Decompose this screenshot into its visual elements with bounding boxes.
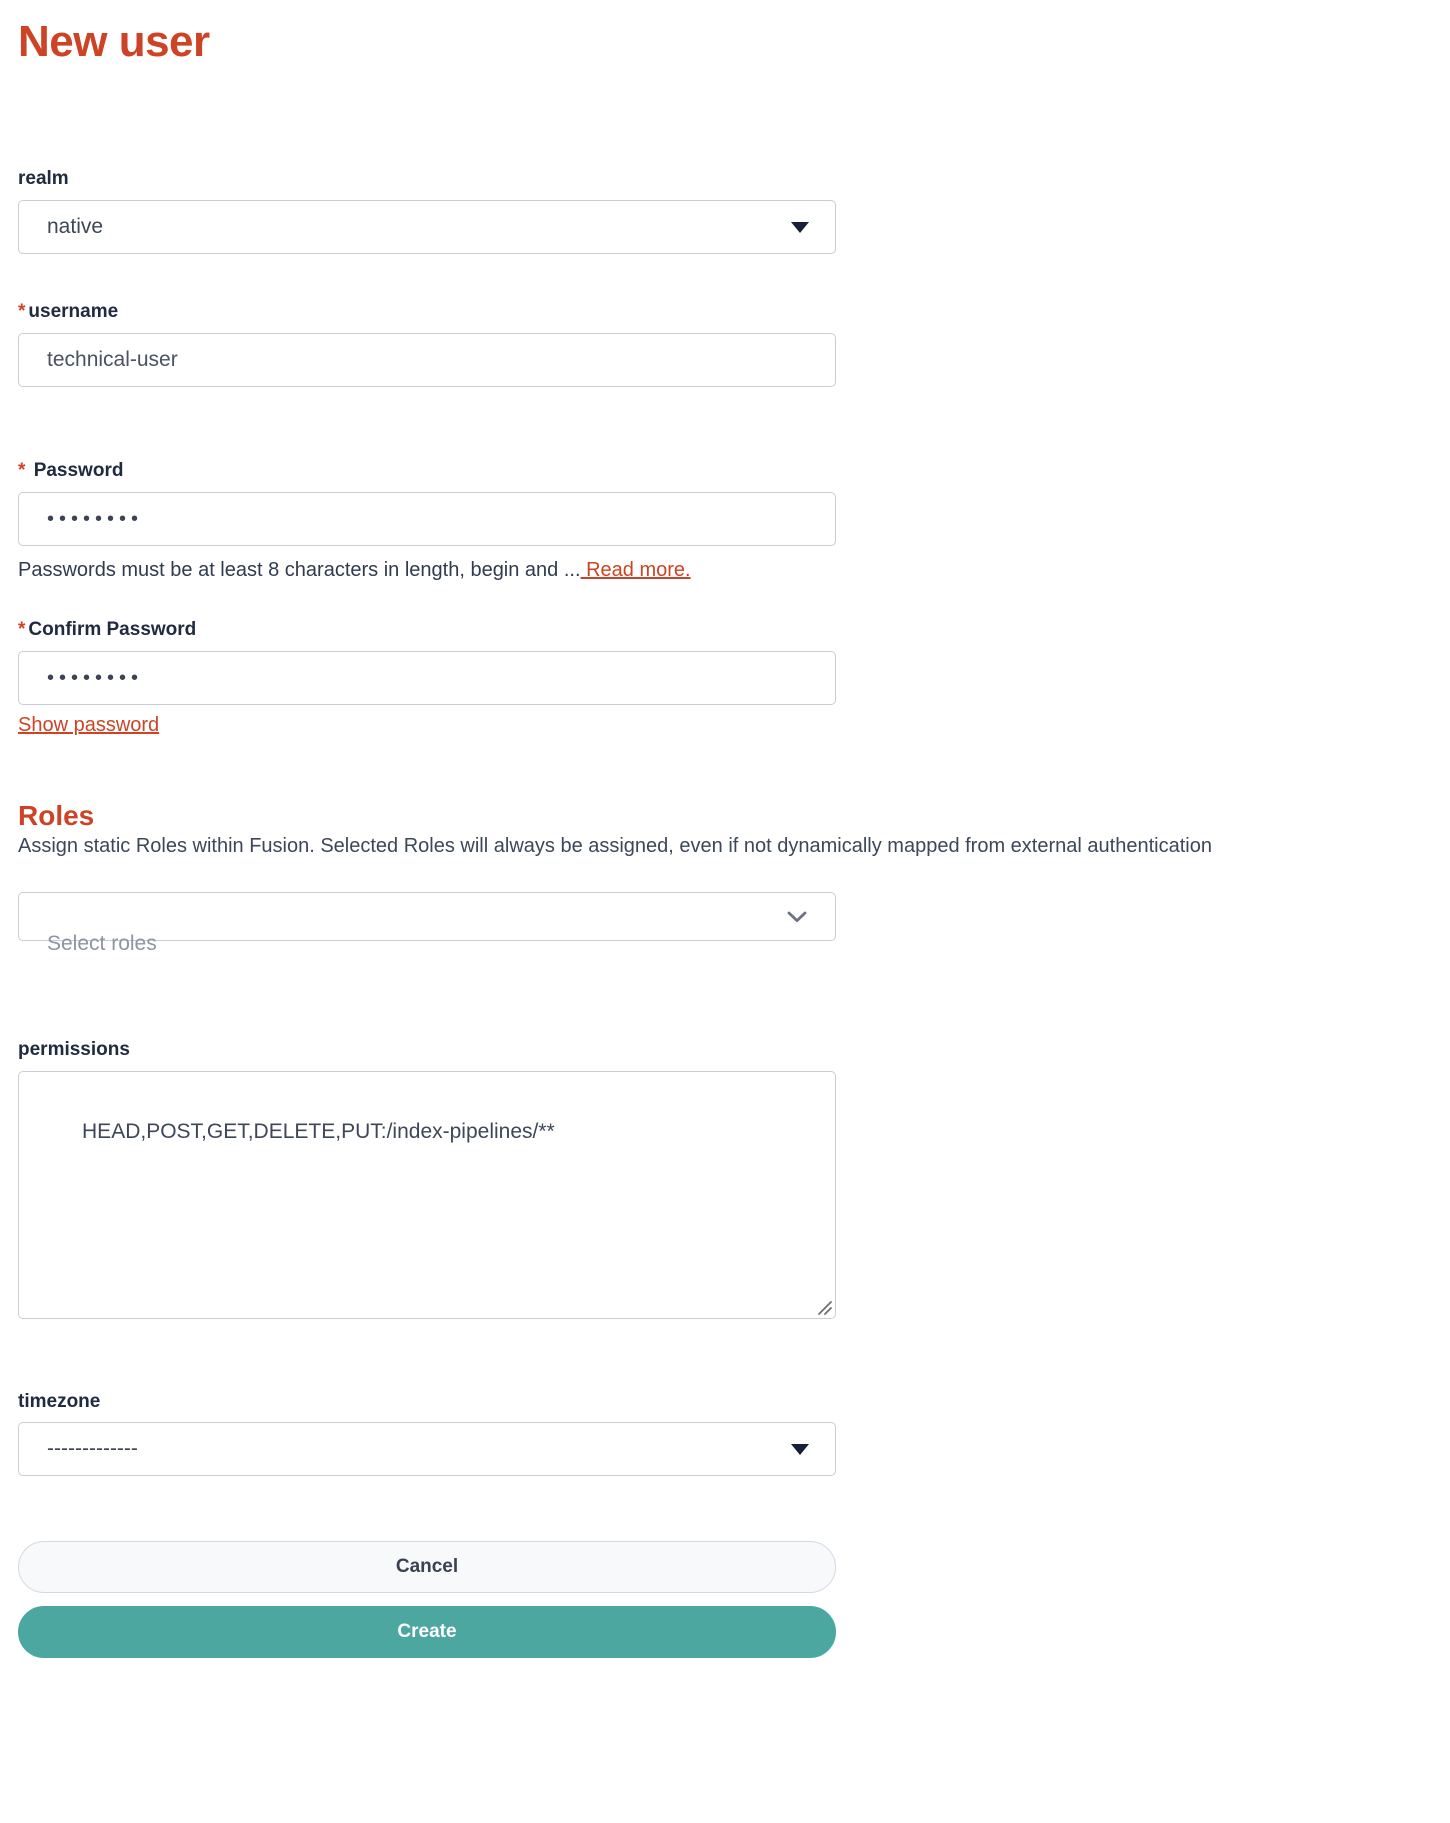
username-field-group bbox=[18, 301, 1450, 387]
password-field-group bbox=[18, 460, 1450, 583]
confirm-password-label-text: Confirm Password bbox=[28, 618, 197, 640]
confirm-password-input-value: •••••••• bbox=[47, 666, 144, 689]
confirm-password-field-group bbox=[18, 619, 1450, 737]
form-actions bbox=[18, 1541, 1450, 1658]
password-input-value: •••••••• bbox=[47, 507, 144, 530]
chevron-down-icon bbox=[787, 893, 813, 942]
roles-section bbox=[18, 799, 1450, 955]
caret-down-solid-icon bbox=[791, 222, 809, 233]
timezone-field-group bbox=[18, 1391, 1450, 1477]
realm-field-group bbox=[18, 168, 1450, 254]
username-input-value: technical-user bbox=[47, 347, 178, 371]
permissions-textarea-value: HEAD,POST,GET,DELETE,PUT:/index-pipelines/** bbox=[82, 1119, 555, 1143]
roles-section-description: Assign static Roles within Fusion. Selected Roles will always be assigned, even if not dynamically mapped from external authentication bbox=[18, 834, 1212, 857]
permissions-field-group bbox=[18, 1039, 1450, 1319]
username-label bbox=[18, 301, 1450, 324]
confirm-password-label bbox=[18, 619, 1450, 642]
roles-select[interactable] bbox=[18, 892, 836, 955]
cancel-button[interactable]: Cancel bbox=[18, 1541, 836, 1593]
required-asterisk: * bbox=[18, 459, 26, 481]
password-input[interactable] bbox=[18, 492, 836, 546]
roles-section-title: Roles bbox=[18, 799, 95, 831]
password-label bbox=[18, 460, 1450, 483]
permissions-label: permissions bbox=[18, 1038, 130, 1060]
confirm-password-input[interactable] bbox=[18, 651, 836, 705]
required-asterisk: * bbox=[18, 301, 26, 323]
realm-label: realm bbox=[18, 168, 69, 190]
page-title: New user bbox=[18, 17, 210, 66]
username-input[interactable] bbox=[18, 333, 836, 387]
show-password-link[interactable]: Show password bbox=[18, 713, 160, 736]
resize-grip-icon[interactable] bbox=[814, 1297, 832, 1315]
timezone-select[interactable] bbox=[18, 1422, 836, 1476]
create-button[interactable]: Create bbox=[18, 1606, 836, 1658]
timezone-label: timezone bbox=[18, 1390, 101, 1412]
timezone-selected-value: ------------- bbox=[47, 1437, 138, 1461]
required-asterisk: * bbox=[18, 618, 26, 640]
permissions-textarea[interactable] bbox=[18, 1071, 836, 1319]
caret-down-solid-icon bbox=[791, 1444, 809, 1455]
realm-selected-value: native bbox=[47, 215, 104, 239]
password-help-text bbox=[18, 557, 1450, 583]
read-more-link[interactable]: Read more. bbox=[580, 558, 691, 581]
password-help-text-body: Passwords must be at least 8 characters in length, begin and ... bbox=[18, 558, 581, 581]
password-label-text: Password bbox=[33, 459, 124, 481]
roles-select-placeholder: Select roles bbox=[47, 931, 157, 955]
realm-select[interactable] bbox=[18, 200, 836, 254]
username-label-text: username bbox=[28, 301, 119, 323]
